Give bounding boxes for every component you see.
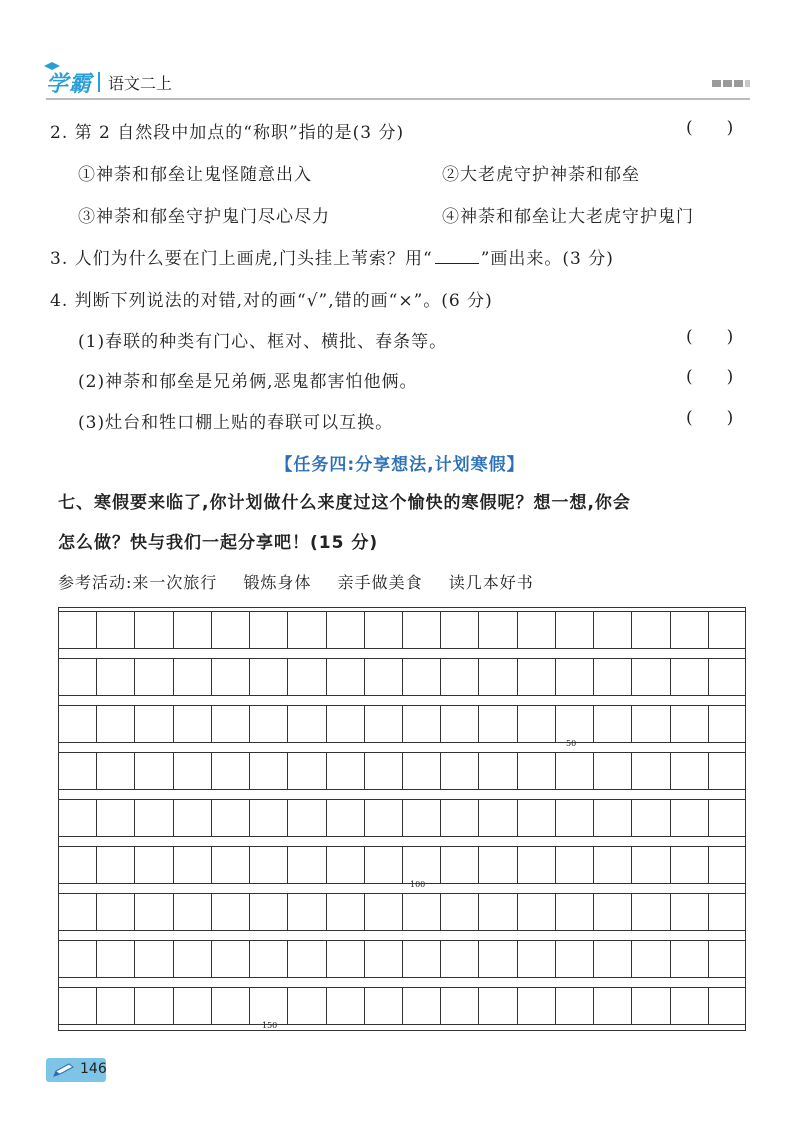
grid-cell[interactable]: [555, 988, 556, 1024]
grid-row: [58, 705, 746, 743]
grid-cell[interactable]: [670, 753, 671, 789]
q2-option-2: ②大老虎守护神荼和郁垒: [442, 165, 640, 185]
grid-cell[interactable]: [440, 988, 441, 1024]
grid-cell[interactable]: [211, 941, 212, 977]
grid-cell[interactable]: [173, 659, 174, 695]
pencil-icon: [52, 1062, 76, 1078]
grid-cell[interactable]: [708, 894, 709, 930]
grid-cell[interactable]: [287, 800, 288, 836]
grid-cell[interactable]: [517, 941, 518, 977]
grid-cell[interactable]: [517, 894, 518, 930]
grid-cell[interactable]: [326, 753, 327, 789]
grid-cell[interactable]: [708, 941, 709, 977]
grid-cell[interactable]: [517, 706, 518, 742]
grid-cell[interactable]: [670, 941, 671, 977]
grid-cell[interactable]: [555, 706, 556, 742]
grid-cell[interactable]: [173, 753, 174, 789]
grid-cell[interactable]: [364, 612, 365, 648]
graduation-cap-icon: [44, 62, 60, 70]
grid-cell[interactable]: [593, 800, 594, 836]
q4-item-3: (3)灶台和牲口棚上贴的春联可以互换。: [78, 413, 394, 433]
grid-cell[interactable]: [134, 659, 135, 695]
grid-cell[interactable]: [593, 988, 594, 1024]
answer-paren-q4-2[interactable]: (): [686, 367, 768, 387]
grid-cell[interactable]: [517, 753, 518, 789]
grid-cell[interactable]: [249, 800, 250, 836]
grid-cell[interactable]: [670, 706, 671, 742]
answer-paren-q4-3[interactable]: (): [686, 408, 768, 428]
grid-cell[interactable]: [402, 612, 403, 648]
answer-paren-q2[interactable]: (): [686, 118, 768, 138]
grid-row: [58, 799, 746, 837]
grid-cell[interactable]: [134, 847, 135, 883]
q2-option-1: ①神荼和郁垒让鬼怪随意出入: [78, 165, 312, 185]
grid-cell[interactable]: [249, 847, 250, 883]
grid-cell[interactable]: [173, 800, 174, 836]
grid-cell[interactable]: [364, 847, 365, 883]
section-title: 【任务四:分享想法,计划寒假】: [275, 455, 525, 475]
reference-item-3: 读几本好书: [448, 573, 534, 592]
question-7-line-2: 怎么做？快与我们一起分享吧！(15 分): [58, 533, 379, 553]
grid-cell[interactable]: [287, 706, 288, 742]
grid-cell[interactable]: [249, 706, 250, 742]
grid-cell[interactable]: [96, 894, 97, 930]
grid-cell[interactable]: [555, 847, 556, 883]
grid-cell[interactable]: [555, 894, 556, 930]
grid-cell[interactable]: [440, 847, 441, 883]
grid-cell[interactable]: [670, 988, 671, 1024]
grid-cell[interactable]: [593, 753, 594, 789]
grid-cell[interactable]: [326, 706, 327, 742]
grid-cell[interactable]: [670, 894, 671, 930]
question-3: [50, 244, 614, 269]
grid-cell[interactable]: [555, 941, 556, 977]
page-number: 146: [80, 1061, 107, 1077]
grid-cell[interactable]: [478, 847, 479, 883]
grid-cell[interactable]: [287, 659, 288, 695]
grid-cell[interactable]: [96, 800, 97, 836]
grid-cell[interactable]: [631, 612, 632, 648]
grid-cell[interactable]: [173, 894, 174, 930]
grid-cell[interactable]: [478, 612, 479, 648]
grid-cell[interactable]: [211, 659, 212, 695]
grid-cell[interactable]: [402, 659, 403, 695]
grid-cell[interactable]: [211, 612, 212, 648]
grid-cell[interactable]: [134, 941, 135, 977]
grid-cell[interactable]: [631, 753, 632, 789]
grid-cell[interactable]: [708, 753, 709, 789]
grid-cell[interactable]: [670, 659, 671, 695]
grid-cell[interactable]: [211, 706, 212, 742]
grid-cell[interactable]: [211, 988, 212, 1024]
answer-paren-q4-1[interactable]: (): [686, 327, 768, 347]
grid-cell[interactable]: [134, 894, 135, 930]
grid-cell[interactable]: [96, 706, 97, 742]
grid-cell[interactable]: [478, 894, 479, 930]
grid-cell[interactable]: [134, 753, 135, 789]
grid-row: [58, 658, 746, 696]
grid-cell[interactable]: [670, 800, 671, 836]
logo-text: 学霸: [46, 71, 93, 97]
grid-cell[interactable]: [173, 612, 174, 648]
grid-row: [58, 893, 746, 931]
grid-cell[interactable]: [517, 847, 518, 883]
grid-cell[interactable]: [708, 988, 709, 1024]
grid-cell[interactable]: [708, 706, 709, 742]
grid-cell[interactable]: [96, 659, 97, 695]
page-number-badge: [46, 1058, 106, 1082]
reference-activities: [58, 570, 554, 593]
grid-cell[interactable]: [249, 659, 250, 695]
grid-cell[interactable]: [440, 753, 441, 789]
grid-cell[interactable]: [555, 612, 556, 648]
grid-cell[interactable]: [96, 753, 97, 789]
grid-cell[interactable]: [478, 988, 479, 1024]
grid-cell[interactable]: [478, 659, 479, 695]
grid-cell[interactable]: [211, 847, 212, 883]
grid-row: [58, 846, 746, 884]
grid-cell[interactable]: [173, 706, 174, 742]
grid-cell[interactable]: [402, 847, 403, 883]
grid-cell[interactable]: [364, 659, 365, 695]
grid-cell[interactable]: [326, 659, 327, 695]
q4-item-2: (2)神荼和郁垒是兄弟俩,恶鬼都害怕他俩。: [78, 372, 418, 392]
grid-cell[interactable]: [96, 941, 97, 977]
header-divider: [46, 98, 750, 100]
reference-item-1: 锻炼身体: [243, 573, 312, 592]
grid-cell[interactable]: [593, 659, 594, 695]
word-count-150: 150: [262, 1021, 278, 1030]
grid-cell[interactable]: [440, 894, 441, 930]
word-count-50: 50: [566, 739, 577, 748]
grid-cell[interactable]: [402, 988, 403, 1024]
grid-cell[interactable]: [326, 800, 327, 836]
brand-logo: [46, 68, 172, 96]
question-4: 4. 判断下列说法的对错,对的画“√”,错的画“×”。(6 分): [50, 291, 493, 311]
grid-cell[interactable]: [631, 847, 632, 883]
grid-cell[interactable]: [211, 753, 212, 789]
grid-cell[interactable]: [631, 941, 632, 977]
grid-cell[interactable]: [364, 894, 365, 930]
grid-cell[interactable]: [364, 988, 365, 1024]
q2-option-3: ③神荼和郁垒守护鬼门尽心尽力: [78, 207, 330, 227]
grid-cell[interactable]: [249, 941, 250, 977]
word-count-100: 100: [410, 880, 426, 889]
question-7-line-1: 七、寒假要来临了,你计划做什么来度过这个愉快的寒假呢？想一想,你会: [58, 493, 631, 513]
grid-cell[interactable]: [173, 847, 174, 883]
grid-cell[interactable]: [249, 753, 250, 789]
grid-cell[interactable]: [211, 800, 212, 836]
grid-cell[interactable]: [478, 800, 479, 836]
grid-cell[interactable]: [517, 612, 518, 648]
grid-cell[interactable]: [440, 800, 441, 836]
grid-cell[interactable]: [326, 847, 327, 883]
grid-cell[interactable]: [364, 941, 365, 977]
grid-cell[interactable]: [555, 753, 556, 789]
grid-cell[interactable]: [134, 988, 135, 1024]
grid-cell[interactable]: [402, 800, 403, 836]
grid-cell[interactable]: [440, 941, 441, 977]
grid-cell[interactable]: [631, 894, 632, 930]
grid-cell[interactable]: [593, 612, 594, 648]
grid-cell[interactable]: [708, 847, 709, 883]
grid-cell[interactable]: [517, 659, 518, 695]
grid-cell[interactable]: [708, 800, 709, 836]
page-header: [46, 66, 746, 100]
grid-cell[interactable]: [134, 800, 135, 836]
grid-cell[interactable]: [631, 659, 632, 695]
grid-cell[interactable]: [555, 800, 556, 836]
grid-cell[interactable]: [593, 941, 594, 977]
grid-cell[interactable]: [173, 941, 174, 977]
question-3-before: 3. 人们为什么要在门上画虎,门头挂上苇索？用“: [50, 249, 433, 269]
grid-cell[interactable]: [364, 800, 365, 836]
grid-cell[interactable]: [440, 706, 441, 742]
header-decoration: [712, 80, 750, 87]
grid-cell[interactable]: [96, 612, 97, 648]
grid-cell[interactable]: [708, 659, 709, 695]
grid-cell[interactable]: [708, 612, 709, 648]
grid-cell[interactable]: [478, 941, 479, 977]
grid-cell[interactable]: [631, 706, 632, 742]
grid-cell[interactable]: [555, 659, 556, 695]
grid-cell[interactable]: [211, 894, 212, 930]
grid-cell[interactable]: [364, 706, 365, 742]
grid-cell[interactable]: [670, 612, 671, 648]
grid-cell[interactable]: [326, 612, 327, 648]
grid-row: [58, 752, 746, 790]
grid-cell[interactable]: [478, 753, 479, 789]
book-title: 语文二上: [108, 73, 173, 93]
grid-cell[interactable]: [402, 706, 403, 742]
grid-cell[interactable]: [402, 941, 403, 977]
grid-cell[interactable]: [364, 753, 365, 789]
grid-cell[interactable]: [96, 847, 97, 883]
grid-cell[interactable]: [96, 988, 97, 1024]
question-2: 2. 第 2 自然段中加点的“称职”指的是(3 分): [50, 123, 405, 143]
q4-item-1: (1)春联的种类有门心、框对、横批、春条等。: [78, 332, 448, 352]
grid-cell[interactable]: [287, 988, 288, 1024]
grid-cell[interactable]: [173, 988, 174, 1024]
grid-cell[interactable]: [326, 988, 327, 1024]
answer-blank-q3[interactable]: [435, 249, 479, 264]
grid-row: [58, 940, 746, 978]
grid-cell[interactable]: [517, 988, 518, 1024]
grid-cell[interactable]: [134, 706, 135, 742]
grid-cell[interactable]: [402, 894, 403, 930]
grid-cell[interactable]: [249, 988, 250, 1024]
question-3-after: ”画出来。(3 分): [480, 249, 614, 269]
grid-cell[interactable]: [249, 612, 250, 648]
grid-cell[interactable]: [593, 894, 594, 930]
grid-cell[interactable]: [631, 988, 632, 1024]
q2-option-4: ④神荼和郁垒让大老虎守护鬼门: [442, 207, 694, 227]
grid-cell[interactable]: [440, 612, 441, 648]
grid-cell[interactable]: [631, 800, 632, 836]
reference-item-2: 亲手做美食: [337, 573, 423, 592]
grid-cell[interactable]: [326, 941, 327, 977]
grid-cell[interactable]: [287, 753, 288, 789]
reference-label: 参考活动:来一次旅行: [58, 573, 218, 592]
grid-cell[interactable]: [287, 894, 288, 930]
grid-cell[interactable]: [249, 894, 250, 930]
grid-cell[interactable]: [517, 800, 518, 836]
logo-divider: [98, 72, 100, 92]
grid-cell[interactable]: [402, 753, 403, 789]
grid-row: [58, 611, 746, 649]
grid-cell[interactable]: [478, 706, 479, 742]
grid-cell[interactable]: [287, 847, 288, 883]
grid-cell[interactable]: [593, 847, 594, 883]
grid-cell[interactable]: [593, 706, 594, 742]
grid-cell[interactable]: [326, 894, 327, 930]
grid-cell[interactable]: [670, 847, 671, 883]
grid-cell[interactable]: [287, 941, 288, 977]
grid-cell[interactable]: [134, 612, 135, 648]
grid-row: [58, 987, 746, 1025]
grid-cell[interactable]: [440, 659, 441, 695]
grid-cell[interactable]: [287, 612, 288, 648]
